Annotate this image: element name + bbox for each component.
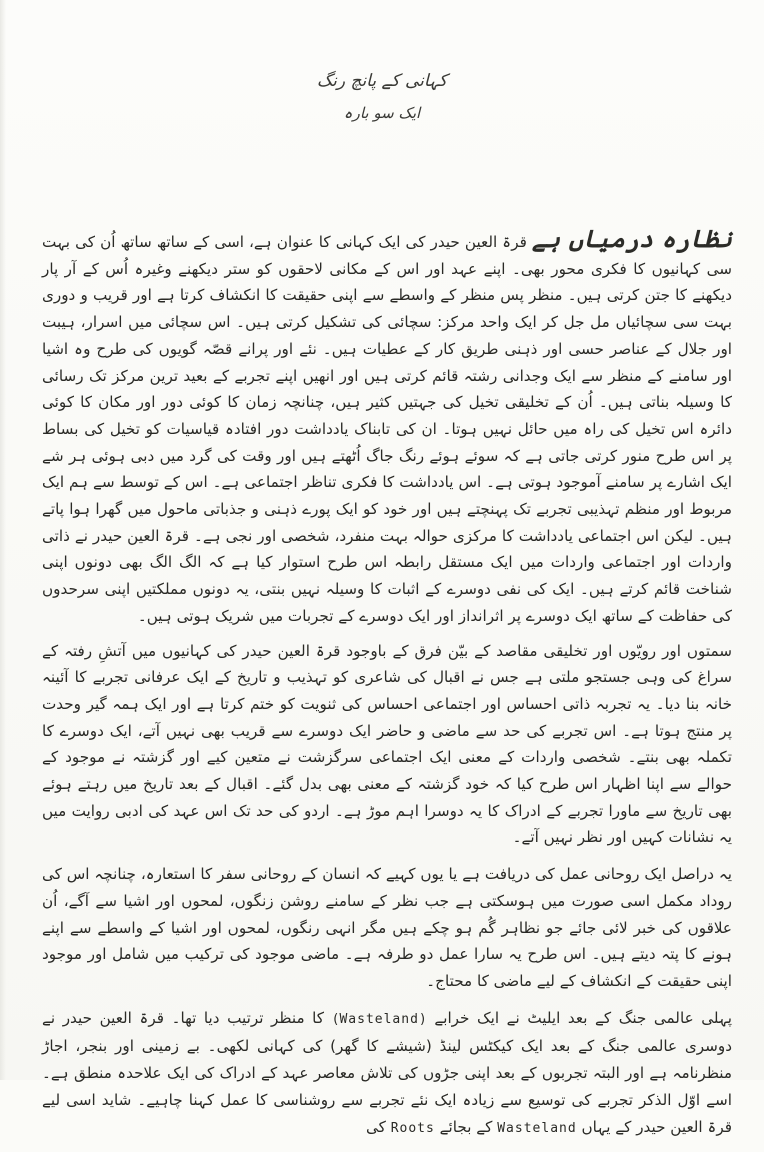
page-subtitle: ایک سو بارہ — [343, 104, 421, 122]
paragraph-3: یہ دراصل ایک روحانی عمل کی دریافت ہے یا یوں کہیے کہ انسان کے روحانی سفر کا استعارہ، چنانچہ اس کی روداد مکمل اسی صورت میں ہوسکتی ہے جب نظر کے سامنے روشن زنگوں، لمحوں اور اشیا سے آگے، اُن علاقوں کی خبر لائی جائے جو نظاہر گُم ہو چکے ہیں مگر انہی رنگوں، لمحوں اور اشیا کے واسطے سے اپنے ہونے کا پتہ دیتے ہیں۔ اس طرح یہ سارا عمل دو طرفہ ہے۔ ماضی موجود کی ترکیب میں شامل اور موجود اپنی حقیقت کے انکشاف کے لیے ماضی کا محتاج۔ — [42, 865, 732, 990]
scan-edge-shadow — [0, 0, 6, 1080]
paragraph-1-text: قرۃ العین حیدر کی ایک کہانی کا عنوان ہے، اسی کے ساتھ ساتھ اُن کی بہت سی کہانیوں کا فکری محور بھی۔ اپنے عہد اور اس کے مکانی لاحقوں کو ستر دیکھنے وغیرہ اُس کے آر پار دیکھنے کا جتن کرتی ہیں۔ منظر پس منظر کے واسطے سے اپنی حقیقت کا انکشاف کرتا ہے اور قریب و دوری بہت سی سچائیاں مل جل کر ایک واحد مرکز: سچائی کی تشکیل کرتی ہیں۔ اس سچائی میں اسرار، ہیبت اور جلال کے عناصر حسی اور ذہنی طریق کار کے عطیات ہیں۔ نئے اور پرانے قصّہ گویوں کی طرح وہ اشیا اور سامنے کے منظر سے ایک وجدانی رشتہ قائم کرتی ہیں اور انھیں اپنے تجربے کے بعید ترین مرکز تک رسائی کا وسیلہ بناتی ہیں۔ اُن کے تخلیقی تخیل کی جہتیں کثیر ہیں، چنانچہ زمان کا کوئی دور اور مکان کا کوئی دائرہ اس تخیل کی راہ میں حائل نہیں ہوتا۔ ان کی تابناک یادداشت دور افتادہ قیاسیات کو تخیل کی بساط پر اس طرح منور کرتی جاتی ہے کہ سوئے ہوئے رنگ جاگ اُٹھتے ہیں اور وقت کی گرد میں دبی ہوئی ہر شے ایک اشارے پر سامنے آموجود ہوتی ہے۔ اس یادداشت کا فکری تناظر اجتماعی ہے۔ اس کے توسط سے ہم ایک مربوط اور منظم تہذیبی تجربے تک پہنچتے ہیں اور خود کو ایک پورے ذہنی و جذباتی ماحول میں گھرا ہوا پاتے ہیں۔ لیکن اس اجتماعی یادداشت کا مرکزی حوالہ بہت منفرد، شخصی اور نجی ہے۔ قرۃ العین حیدر نے ذاتی واردات اور اجتماعی واردات میں ایک مستقل رابطہ اس طرح استوار کیا ہے کہ الگ الگ بھی دونوں اپنی شناخت قائم کرتے ہیں۔ ایک کی نفی دوسرے کے اثبات کا وسیلہ نہیں بنتی، یہ دونوں مملکتیں اپنی سرحدوں کی حفاظت کے ساتھ ایک دوسرے پر اثرانداز اور ایک دوسرے کے تجربات میں شریک ہوتی ہیں۔ — [42, 233, 732, 625]
paragraph-4 — [42, 1005, 732, 1143]
opening-phrase: نظارہ درمیاں ہے — [531, 225, 732, 253]
paragraph-4-part4: کی — [365, 1117, 386, 1136]
paragraph-4-part3: کے بجائے — [439, 1117, 493, 1136]
paragraph-1 — [42, 226, 732, 630]
wasteland-label: (Wasteland) — [331, 1011, 427, 1027]
wasteland-word: Wasteland — [497, 1120, 577, 1136]
roots-word: Roots — [390, 1120, 435, 1136]
page-title: کہانی کے پانچ رنگ — [316, 71, 448, 91]
paragraph-4-part1: پہلی عالمی جنگ کے بعد ایلیٹ نے ایک خرابے — [434, 1008, 733, 1027]
paragraph-2: سمتوں اور رویّوں اور تخلیقی مقاصد کے بیّن فرق کے باوجود قرۃ العین حیدر کی کہانیوں میں آتشِ رفتہ کے سراغ کی وہی جستجو ملتی ہے جس نے اقبال کی شاعری کو تہذیب و تاریخ کے ایک عرفانی تجربے کا آئینہ خانہ بنا دیا۔ یہ تجربہ ذاتی احساس اور اجتماعی احساس کی ثنویت کو ختم کرتا ہے اور ایک ہمہ گیر وحدت پر منتج ہوتا ہے۔ اس تجربے کی حد سے ماضی و حاضر ایک دوسرے سے قریب بھی نہیں آتے، ایک دوسرے کا تکملہ بھی بنتے۔ شخصی واردات کے معنی ایک اجتماعی سرگزشت نے متعین کیے اور گزشتہ نے موجود کے حوالے سے اپنا اظہار اس طرح کیا کہ خود گزشتہ کے معنی بھی بدل گئے۔ اقبال کے بعد تاریخ میں رہتے ہوئے بھی تاریخ سے ماورا تجربے کے ادراک کا یہ دوسرا اہم موڑ ہے۔ اردو کی حد تک اس عہد کی ادبی روایت میں یہ نشانات کہیں اور نظر نہیں آتے۔ — [42, 641, 732, 847]
article-body — [42, 226, 732, 1152]
paragraph-4-part2: کا منظر ترتیب دیا تھا۔ قرۃ العین حیدر نے دوسری عالمی جنگ کے بعد ایک کیکٹس لینڈ (شیشے کا گھر) کی کہانی لکھی۔ بے زمینی اور بنجر، اجاڑ منظرنامہ ہے اور البتہ تجربوں کے بعد اپنی جڑوں کی تلاش معاصر عہد کے ادراک کی ایک علاحدہ منطق ہے۔ اسے اوّل الذکر تجربے کی توسیع سے زیادہ ایک نئے تجربے سے روشناسی کا عمل کہنا چاہیے۔ شاید اسی لیے قرۃ العین حیدر کے یہاں — [42, 1008, 732, 1136]
